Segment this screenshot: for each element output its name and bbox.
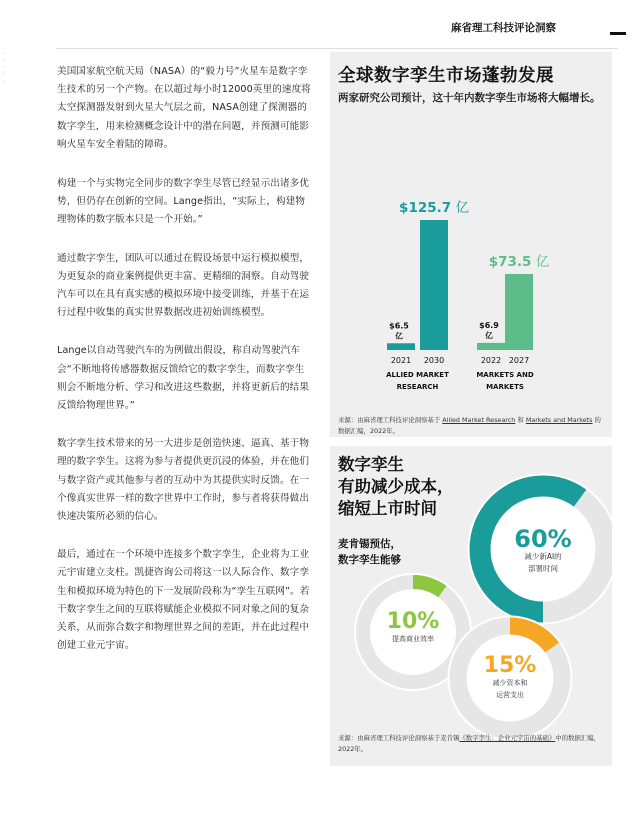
market-panel-title: 全球数字孪生市场蓬勃发展 <box>338 66 554 86</box>
paragraph: 构建一个与实物完全同步的数字孪生尽管已经显示出诸多优势，但仍存在创新的空间。Lange指出，“实际上，构建物理物体的数字版本只是一个开始。” <box>57 178 310 226</box>
article-column <box>57 63 313 675</box>
bar-value-unit: 亿 <box>395 331 403 341</box>
benefit-panel-title: 数字孪生 有助减少成本， 缩短上市时间 <box>338 455 454 518</box>
publication-header: 麻省理工科技评论洞察 <box>451 22 556 34</box>
stat-label: 提高商业效率 <box>392 635 434 643</box>
stat-label: 减少新AI的 <box>524 552 562 561</box>
source-link-markets[interactable]: Markets and Markets <box>525 416 593 424</box>
benefit-donut-charts <box>330 446 612 766</box>
bar-value-label: $73.5 亿 <box>488 253 550 270</box>
bar <box>477 343 505 350</box>
paragraph: 通过数字孪生，团队可以通过在假设场景中运行模拟模型，为更复杂的商业案例提供更丰富、更精细的洞察。自动驾驶汽车可以在具有真实感的模拟环境中接受训练，并基于在运行过程中收集的真实世界数据改进初始训练模型。 <box>57 252 310 319</box>
source-link-mckinsey[interactable]: 《数字孪生：企业元宇宙的基础》 <box>459 734 556 742</box>
bar-value-label: $125.7 亿 <box>399 200 469 216</box>
bar <box>420 220 448 350</box>
year-tick-label: 2022 <box>480 356 502 365</box>
year-tick-label: 2021 <box>390 356 412 365</box>
market-bar-chart <box>330 127 612 427</box>
benefit-panel <box>330 446 612 766</box>
paragraph: 最后，通过在一个环境中连接多个数字孪生，企业将为工业元宇宙建立支柱。凯捷咨询公司将这一以人际合作、数字孪生和模拟环境为特色的下一发展阶段称为“孪生互联网”。若干数字孪生之间的互联将赋能企业模拟不同对象之间的复杂关系，从而弥合数字和物理世界之间的差距，并在此过程中创建工业元宇宙。 <box>57 549 310 652</box>
benefit-panel-subtitle: 麦肯锡预估， 数字孪生能够 <box>338 538 401 566</box>
stat-value: 60% <box>514 525 572 553</box>
bar-value-unit: 亿 <box>485 330 493 340</box>
paragraph: Lange以自动驾驶汽车的为例做出假设，称自动驾驶汽车会“不断地将传感器数据反馈给它的数字孪生，而数字孪生则会不断地分析、学习和改进这些数据，并将更新后的结果反馈给物理世界。” <box>57 345 310 412</box>
year-tick-label: 2030 <box>423 356 445 365</box>
paragraph: 数字孪生技术带来的另一大进步是创造快速、逼真、基于物理的数字孪生。这将为参与者提供更沉浸的体验，并在他们与数字资产或其他参与者的互动中为其提供实时反馈。在一个像真实世界一样的数字世界中工作时，参与者将获得做出快速决策所必须的信心。 <box>57 438 310 523</box>
year-tick-label: 2027 <box>508 356 530 365</box>
benefit-source-note: 来源：由麻省理工科技评论洞察基于麦肯锡《数字孪生：企业元宇宙的基础》中的数据汇编，2022年。 <box>338 734 601 753</box>
stat-label: 减少资本和 <box>492 679 528 687</box>
bar-value-label: $6.5 <box>389 321 409 331</box>
header-accent-bar <box>610 32 626 35</box>
paragraph: 美国国家航空航天局（NASA）的“毅力号”火星车是数字孪生技术的另一个产物。在以超过每小时12000英里的速度将太空探测器发射到火星大气层之前，NASA创建了探测器的数字孪生，用来检测概念设计中的潜在问题，并预测可能影响火星车安全着陆的障碍。 <box>57 66 311 150</box>
stat-value: 15% <box>483 653 537 678</box>
stat-label: 运营支出 <box>496 691 524 699</box>
group-label: ALLIED MARKET <box>386 371 449 379</box>
source-link-allied[interactable]: Allied Market Research <box>442 416 516 424</box>
bar <box>387 343 415 350</box>
group-label: MARKETS <box>486 383 524 391</box>
group-label: MARKETS AND <box>476 371 534 379</box>
stat-label: 部署时间 <box>528 564 558 573</box>
group-label: RESEARCH <box>396 383 439 391</box>
bar-value-label: $6.9 <box>479 320 499 330</box>
bar <box>505 274 533 350</box>
market-growth-panel <box>330 52 612 437</box>
stat-value: 10% <box>386 609 440 634</box>
top-divider <box>56 48 618 49</box>
market-source-note: 来源：由麻省理工科技评论洞察基于 Allied Market Research 和 Markets and Markets 的数据汇编，2022年。 <box>338 416 601 435</box>
margin-marks: · · · · · <box>2 49 5 86</box>
market-panel-subtitle: 两家研究公司预计，这十年内数字孪生市场将大幅增长。 <box>338 92 601 104</box>
